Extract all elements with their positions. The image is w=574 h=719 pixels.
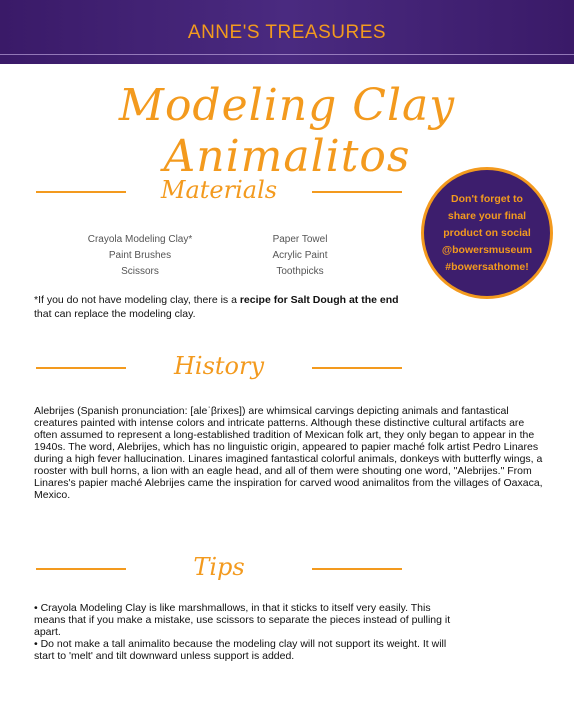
divider-right	[312, 191, 402, 193]
history-heading: History	[173, 352, 265, 380]
badge-hashtag: #bowersathome!	[445, 260, 529, 273]
footnote-text: *If you do not have modeling clay, there is a	[34, 294, 240, 306]
social-badge	[421, 167, 553, 299]
material-item: Crayola Modeling Clay*	[87, 234, 193, 245]
divider-right	[312, 367, 402, 369]
tips-heading: Tips	[193, 553, 245, 581]
badge-line: Don't forget to	[451, 192, 523, 205]
tips-list	[34, 602, 454, 662]
clay-footnote	[34, 293, 404, 321]
header-divider	[0, 54, 574, 55]
header-banner	[0, 0, 574, 64]
material-item: Paint Brushes	[108, 250, 172, 261]
badge-line: product on social	[443, 226, 531, 239]
brand-name: ANNE'S TREASURES	[187, 22, 387, 43]
materials-column-right	[220, 232, 380, 280]
material-item: Toothpicks	[276, 266, 324, 277]
material-item: Paper Towel	[272, 234, 328, 245]
materials-heading-row	[36, 176, 402, 206]
tip-item: • Do not make a tall animalito because the modeling clay will not support its weight. It will start to 'melt' and tilt downward unless support is added.	[34, 638, 447, 662]
page-title: Modeling Clay Animalitos	[118, 80, 456, 182]
footnote-bold: recipe for Salt Dough at the end	[239, 294, 399, 306]
materials-column-left	[60, 232, 220, 280]
tip-item: • Crayola Modeling Clay is like marshmallows, in that it sticks to itself very easily. This means that if you make a mistake, use scissors to separate the pieces instead of pulling it apart.	[34, 602, 451, 638]
history-paragraph: Alebrijes (Spanish pronunciation: [aleˈβrixes]) are whimsical carvings depicting animals and fantastical creatures painted with intense colors and intricate patterns. Although these distinctive cultural artifacts are often assumed to represent a long-established tradition of Mexican folk art, they only began to appear in the 1940s. The word, Alebrijes, which has no linguistic origin, appeared to papier maché folk artist Pedro Linares during a high fever hallucination. Linares imagined fantastical colorful animals, donkeys with butterfly wings, a rooster with bull horns, a lion with an eagle head, and all of them were shouting one word, "Alebrijes." From Linares's papier maché Alebrijes came the inspiration for carved wood animalitos from the villages of Oaxaca, Mexico.	[34, 405, 543, 501]
history-heading-row	[36, 352, 402, 382]
badge-handle: @bowersmuseum	[441, 243, 533, 256]
materials-heading: Materials	[160, 176, 278, 204]
materials-list	[60, 232, 380, 280]
footnote-text-end: that can replace the modeling clay.	[34, 308, 196, 320]
badge-line: share your final	[447, 209, 527, 222]
material-item: Acrylic Paint	[272, 250, 328, 261]
divider-right	[312, 568, 402, 570]
tips-heading-row	[36, 553, 402, 583]
material-item: Scissors	[121, 266, 159, 277]
